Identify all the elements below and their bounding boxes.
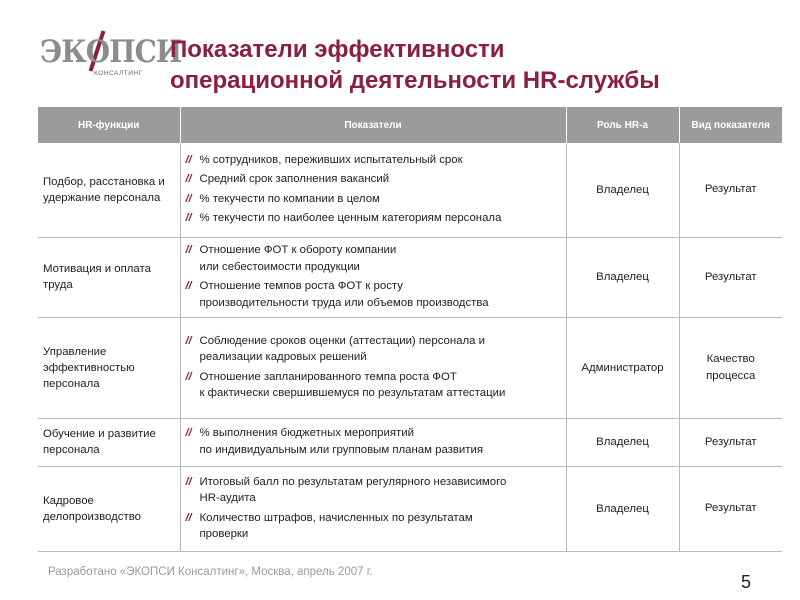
bullet-icon: // — [185, 334, 192, 347]
hr-role-cell: Владелец — [566, 418, 679, 466]
hr-function-cell: Кадровое делопроизводство — [38, 466, 180, 551]
page-number: 5 — [741, 572, 752, 592]
indicator-text: Соблюдение сроков оценки (аттестации) персонала и реализации кадровых решений — [199, 334, 486, 363]
bullet-icon: // — [185, 153, 192, 166]
indicator-text: Отношение запланированного темпа роста ФОТ к фактически свершившемуся по результатам аттестации — [199, 370, 506, 399]
hr-function-cell: Подбор, расстановка и удержание персонала — [38, 143, 180, 237]
table-header-row — [38, 107, 782, 143]
indicator-text: % выполнения бюджетных мероприятий по индивидуальным или групповым планам развития — [199, 427, 484, 456]
indicator-text: Итоговый балл по результатам регулярного независимого HR-аудита — [199, 475, 507, 504]
bullet-icon: // — [185, 244, 192, 256]
indicators-cell — [180, 237, 566, 317]
indicator-type-cell: Результат — [679, 143, 782, 237]
indicator-text: % сотрудников, переживших испытательный срок — [199, 153, 463, 166]
bullet-icon: // — [185, 370, 192, 383]
hr-function-cell: Мотивация и оплата труда — [38, 237, 180, 317]
indicator-text: Отношение ФОТ к обороту компании или себестоимости продукции — [199, 244, 397, 273]
hr-role-cell: Владелец — [566, 237, 679, 317]
indicators-cell — [180, 317, 566, 418]
indicator-item — [186, 210, 562, 227]
indicator-text: Отношение темпов роста ФОТ к росту производительности труда или объемов производства — [199, 280, 489, 309]
header-indicator-type: Вид показателя — [679, 107, 782, 143]
hr-role-cell: Владелец — [566, 143, 679, 237]
table-row — [38, 143, 782, 237]
slide-title — [170, 34, 770, 96]
indicator-text: % текучести по наиболее ценным категориям персонала — [199, 212, 502, 225]
company-logo — [40, 34, 182, 82]
table-row — [38, 466, 782, 551]
title-line-2: операционной деятельности HR-службы — [170, 67, 660, 94]
title-line-1: Показатели эффективности — [170, 36, 505, 63]
bullet-icon: // — [185, 212, 192, 225]
indicators-cell — [180, 466, 566, 551]
indicator-item — [186, 152, 562, 169]
bullet-icon: // — [185, 475, 192, 488]
indicator-text: Средний срок заполнения вакансий — [199, 173, 390, 186]
bullet-icon: // — [185, 192, 192, 205]
header-hr-functions: HR-функции — [38, 107, 180, 143]
bullet-icon: // — [185, 511, 192, 524]
footer-credit: Разработано «ЭКОПСИ Консалтинг», Москва, апрель 2007 г. — [48, 566, 373, 578]
hr-role-cell: Владелец — [566, 466, 679, 551]
bullet-icon: // — [185, 173, 192, 186]
table-row — [38, 418, 782, 466]
hr-role-cell: Администратор — [566, 317, 679, 418]
hr-function-cell: Управление эффективностью персонала — [38, 317, 180, 418]
indicator-item — [186, 425, 562, 458]
bullet-icon: // — [185, 280, 192, 292]
indicator-type-cell: Результат — [679, 237, 782, 317]
kpi-table — [38, 107, 782, 552]
header-indicators: Показатели — [180, 107, 566, 143]
indicators-cell — [180, 418, 566, 466]
indicator-item — [186, 242, 562, 275]
indicator-item — [186, 278, 562, 311]
indicator-item — [186, 333, 562, 366]
hr-function-cell: Обучение и развитие персонала — [38, 418, 180, 466]
table-row — [38, 237, 782, 317]
indicator-type-cell: Качество процесса — [679, 317, 782, 418]
indicator-text: Количество штрафов, начисленных по результатам проверки — [199, 511, 473, 540]
indicator-type-cell: Результат — [679, 466, 782, 551]
indicator-item — [186, 474, 562, 507]
indicator-type-cell: Результат — [679, 418, 782, 466]
indicator-item — [186, 191, 562, 208]
indicator-item — [186, 171, 562, 188]
logo-subtitle: КОНСАЛТИНГ — [94, 70, 143, 77]
indicator-item — [186, 510, 562, 543]
table-row — [38, 317, 782, 418]
indicator-text: % текучести по компании в целом — [199, 192, 380, 205]
bullet-icon: // — [185, 427, 192, 439]
indicator-item — [186, 369, 562, 402]
logo-wordmark: ЭКОПСИ — [40, 34, 182, 70]
header-hr-role: Роль HR-а — [566, 107, 679, 143]
indicators-cell — [180, 143, 566, 237]
